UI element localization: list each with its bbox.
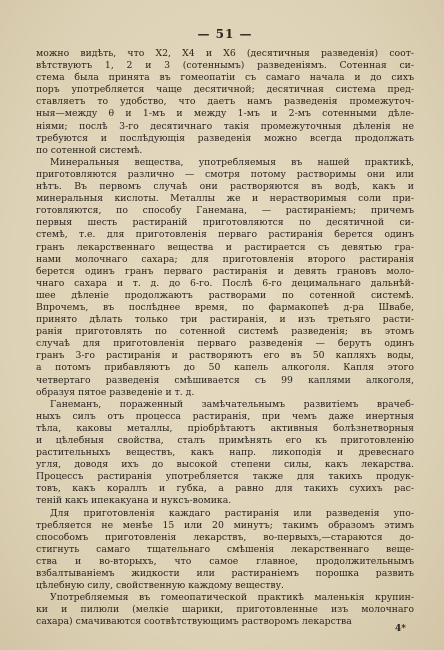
- text-line: стемѣ, т.е. для приготовленія перваго растиранія берется одинъ: [36, 229, 414, 241]
- text-line: Впрочемъ, въ послѣднее время, по фармакопеѣ д-ра Швабе,: [36, 301, 414, 313]
- text-line: по сотенной системѣ.: [36, 144, 143, 156]
- text-line: минеральныя кислоты. Металлы же и нерастворимыя соли при-: [36, 193, 414, 205]
- text-line: растительныхъ веществъ, какъ напр. ликоподія и древеснаго: [36, 447, 414, 459]
- text-line: гранъ 3-го растиранія и растворяютъ его въ 50 капляхъ воды,: [36, 350, 414, 362]
- paragraph: [36, 399, 414, 508]
- signature-mark: 4*: [395, 624, 406, 634]
- text-line: случаѣ для приготовленія перваго разведенія — берутъ одинъ: [36, 338, 414, 350]
- text-line: взбалтываніемъ жидкости или растираніемъ порошка развить: [36, 568, 414, 580]
- text-line: угля, доводя ихъ до высокой степени силы, какъ лекарства.: [36, 459, 414, 471]
- page-number: — 51 —: [197, 27, 253, 41]
- text-line: ныя—между θ и 1-мъ и между 1-мъ и 2-мъ сотенными дѣле-: [36, 108, 414, 120]
- text-line: и цѣлебныя свойства, сталъ примѣнять его къ приготовленію: [36, 435, 414, 446]
- text-line: принято дѣлать только три растиранія, и изъ третьяго расти-: [36, 314, 414, 326]
- text-line: а потомъ прибавляютъ до 50 капель алкоголя. Капля этого: [36, 362, 414, 374]
- text-line: ки и пилюли (мелкіе шарики, приготовленные изъ молочнаго: [36, 604, 414, 616]
- text-line: шее дѣленіе продолжаютъ растворами по сотенной системѣ.: [36, 289, 414, 301]
- text-line: нѣтъ. Въ первомъ случаѣ они растворяются въ водѣ, какъ и: [36, 181, 414, 193]
- text-line: теній какъ ипекакуана и нуксъ-вомика.: [36, 495, 232, 507]
- page-body: [36, 48, 414, 629]
- text-line: требляется не менѣе 15 или 20 минутъ; такимъ образомъ этимъ: [36, 519, 414, 531]
- text-line: ныхъ силъ отъ процесса растиранія, при чемъ даже инертныя: [36, 410, 414, 422]
- text-line: Ганеманъ, пораженный замѣчательнымъ развитіемъ врачеб-: [50, 398, 414, 410]
- text-line: ства и во-вторыхъ, что самое главное, продолжительнымъ: [36, 555, 414, 567]
- text-line: четвертаго разведенія смѣшивается съ 99 каплями алкоголя,: [36, 374, 414, 386]
- text-line: ранія приготовлять по сотенной системѣ разведенія; въ этомъ: [36, 326, 414, 338]
- paragraph: [36, 48, 414, 157]
- text-line: цѣлебную силу, свойственную каждому веществу.: [36, 580, 285, 592]
- text-line: можно видѣть, что X2, X4 и X6 (десятичныя разведенія) соот-: [36, 48, 414, 59]
- paragraph: [36, 157, 414, 399]
- text-line: чнаго сахара и т. д. до 6-го. Послѣ 6-го децимальнаго дальнѣй-: [36, 277, 414, 289]
- text-line: ніями; послѣ 3-го десятичнаго такія промежуточныя дѣленія не: [36, 120, 414, 132]
- text-line: приготовляются различно — смотря потому растворимы они или: [36, 168, 414, 180]
- text-line: Процессъ растиранія употребляется также для такихъ продук-: [36, 471, 414, 483]
- text-line: поръ употребляется чаще десятичной; десятичная система пред-: [36, 84, 414, 96]
- text-line: гранъ лекарственнаго вещества и растирается съ девятью гра-: [36, 241, 414, 253]
- text-line: требуются и послѣдующія разведенія можно всегда продолжать: [36, 132, 414, 144]
- text-line: Употребляемыя въ гомеопатической практикѣ маленькія крупин-: [50, 592, 414, 604]
- text-line: стема была принята въ гомеопатіи съ самаго начала и до сихъ: [36, 72, 414, 84]
- paragraph: [36, 508, 414, 593]
- text-line: тѣла, каковы металлы, пріобрѣтаютъ активныя болѣзнетворныя: [36, 422, 414, 434]
- text-line: способомъ приготовленія лекарствъ, во-первыхъ,—стараются до-: [36, 531, 414, 543]
- text-line: Для приготовленія каждаго растиранія или разведенія упо-: [50, 507, 414, 519]
- text-line: вѣтствуютъ 1, 2 и 3 (сотеннымъ) разведеніямъ. Сотенная си-: [36, 60, 414, 72]
- text-line: образуя пятое разведеніе и т. д.: [36, 386, 195, 398]
- text-line: первыя шесть растираній приготовляются по десятичной си-: [36, 217, 414, 229]
- text-line: товъ, какъ кораллъ и губка, а равно для такихъ сухихъ рас-: [36, 483, 414, 495]
- text-line: нами молочнаго сахара; для приготовленія второго растиранія: [36, 253, 414, 265]
- text-line: ставляетъ то удобство, что даетъ намъ разведенія промежуточ-: [36, 96, 414, 108]
- text-line: стигнуть самаго тщательнаго смѣшенія лекарственнаго веще-: [36, 543, 414, 555]
- text-line: Минеральныя вещества, употребляемыя въ нашей практикѣ,: [50, 156, 414, 168]
- text-line: готовляются, по способу Ганемана, — растираніемъ; причемъ: [36, 205, 414, 217]
- paragraph: [36, 592, 414, 628]
- text-line: берется одинъ гранъ перваго растиранія и девять грановъ моло-: [36, 265, 414, 277]
- text-line: сахара) смачиваются соотвѣтствующимъ растворомъ лекарства: [36, 616, 352, 628]
